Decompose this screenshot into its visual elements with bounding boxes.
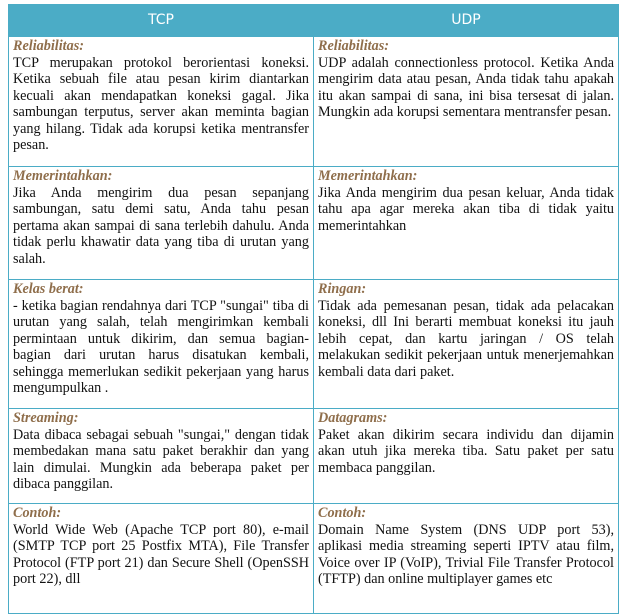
udp-feature-text: Tidak ada pemesanan pesan, tidak ada pelacakan koneksi, dll Ini berarti membuat koneksi itu jauh lebih cepat, dan kartu jaringan / OS telah melakukan sedikit pekerjaan untuk menerjemahkan kembali data dari paket. — [318, 297, 614, 380]
table-row — [9, 409, 619, 504]
tcp-cell — [9, 504, 314, 614]
tcp-feature-label: Streaming: — [13, 410, 79, 426]
udp-cell — [314, 280, 619, 409]
header-udp: UDP — [314, 5, 619, 37]
udp-cell — [314, 504, 619, 614]
table-row — [9, 37, 619, 167]
udp-cell — [314, 409, 619, 504]
udp-feature-text: Domain Name System (DNS UDP port 53), aplikasi media streaming seperti IPTV atau film, Voice over IP (VoIP), Trivial File Transfer Protocol (TFTP) dan online multiplayer games etc — [318, 521, 614, 587]
udp-feature-text: UDP adalah connectionless protocol. Ketika Anda mengirim data atau pesan, Anda tidak tahu apakah itu akan sampai di sana, ini bisa tersesat di jalan. Mungkin ada korupsi sementara mentransfer pesan. — [318, 54, 614, 120]
header-tcp: TCP — [9, 5, 314, 37]
udp-feature-text: Jika Anda mengirim dua pesan keluar, Anda tidak tahu apa agar mereka akan tiba di tidak yaitu memerintahkan — [318, 184, 614, 234]
header-row — [9, 5, 619, 37]
udp-feature-label: Datagrams: — [318, 410, 388, 426]
table-row — [9, 280, 619, 409]
tcp-feature-text: - ketika bagian rendahnya dari TCP "sungai" tiba di urutan yang salah, telah mengirimkan kembali permintaan untuk dikirim, dan semua bagian-bagian dari urutan harus disatukan kembali, sehingga memerlukan sedikit pekerjaan yang harus mengumpulkan . — [13, 297, 309, 396]
udp-feature-label: Reliabilitas: — [318, 38, 389, 54]
tcp-feature-label: Contoh: — [13, 505, 62, 521]
tcp-cell — [9, 37, 314, 167]
udp-feature-label: Memerintahkan: — [318, 168, 418, 184]
tcp-udp-comparison-table — [8, 4, 619, 614]
tcp-cell — [9, 409, 314, 504]
tcp-feature-label: Reliabilitas: — [13, 38, 84, 54]
udp-cell — [314, 37, 619, 167]
table-row — [9, 167, 619, 280]
udp-cell — [314, 167, 619, 280]
udp-feature-label: Contoh: — [318, 505, 367, 521]
tcp-feature-label: Memerintahkan: — [13, 168, 113, 184]
tcp-feature-label: Kelas berat: — [13, 281, 84, 297]
tcp-feature-text: TCP merupakan protokol berorientasi koneksi. Ketika sebuah file atau pesan kirim diantarkan kecuali akan mendapatkan koneksi gagal. Jika sambungan terputus, server akan meminta bagian yang hilang. Tidak ada korupsi ketika mentransfer pesan. — [13, 54, 309, 153]
udp-feature-label: Ringan: — [318, 281, 367, 297]
table-row — [9, 504, 619, 614]
tcp-feature-text: World Wide Web (Apache TCP port 80), e-mail (SMTP TCP port 25 Postfix MTA), File Transfer Protocol (FTP port 21) dan Secure Shell (OpenSSH port 22), dll — [13, 521, 309, 587]
tcp-cell — [9, 280, 314, 409]
tcp-cell — [9, 167, 314, 280]
udp-feature-text: Paket akan dikirim secara individu dan dijamin akan utuh jika mereka tiba. Satu paket per satu membaca panggilan. — [318, 426, 614, 476]
tcp-feature-text: Data dibaca sebagai sebuah "sungai," dengan tidak membedakan mana satu paket berakhir dan yang lain dimulai. Mungkin ada beberapa paket per dibaca panggilan. — [13, 426, 309, 492]
tcp-feature-text: Jika Anda mengirim dua pesan sepanjang sambungan, satu demi satu, Anda tahu pesan pertama akan sampai di sana terlebih dahulu. Anda tidak perlu khawatir data yang tiba di urutan yang salah. — [13, 184, 309, 267]
